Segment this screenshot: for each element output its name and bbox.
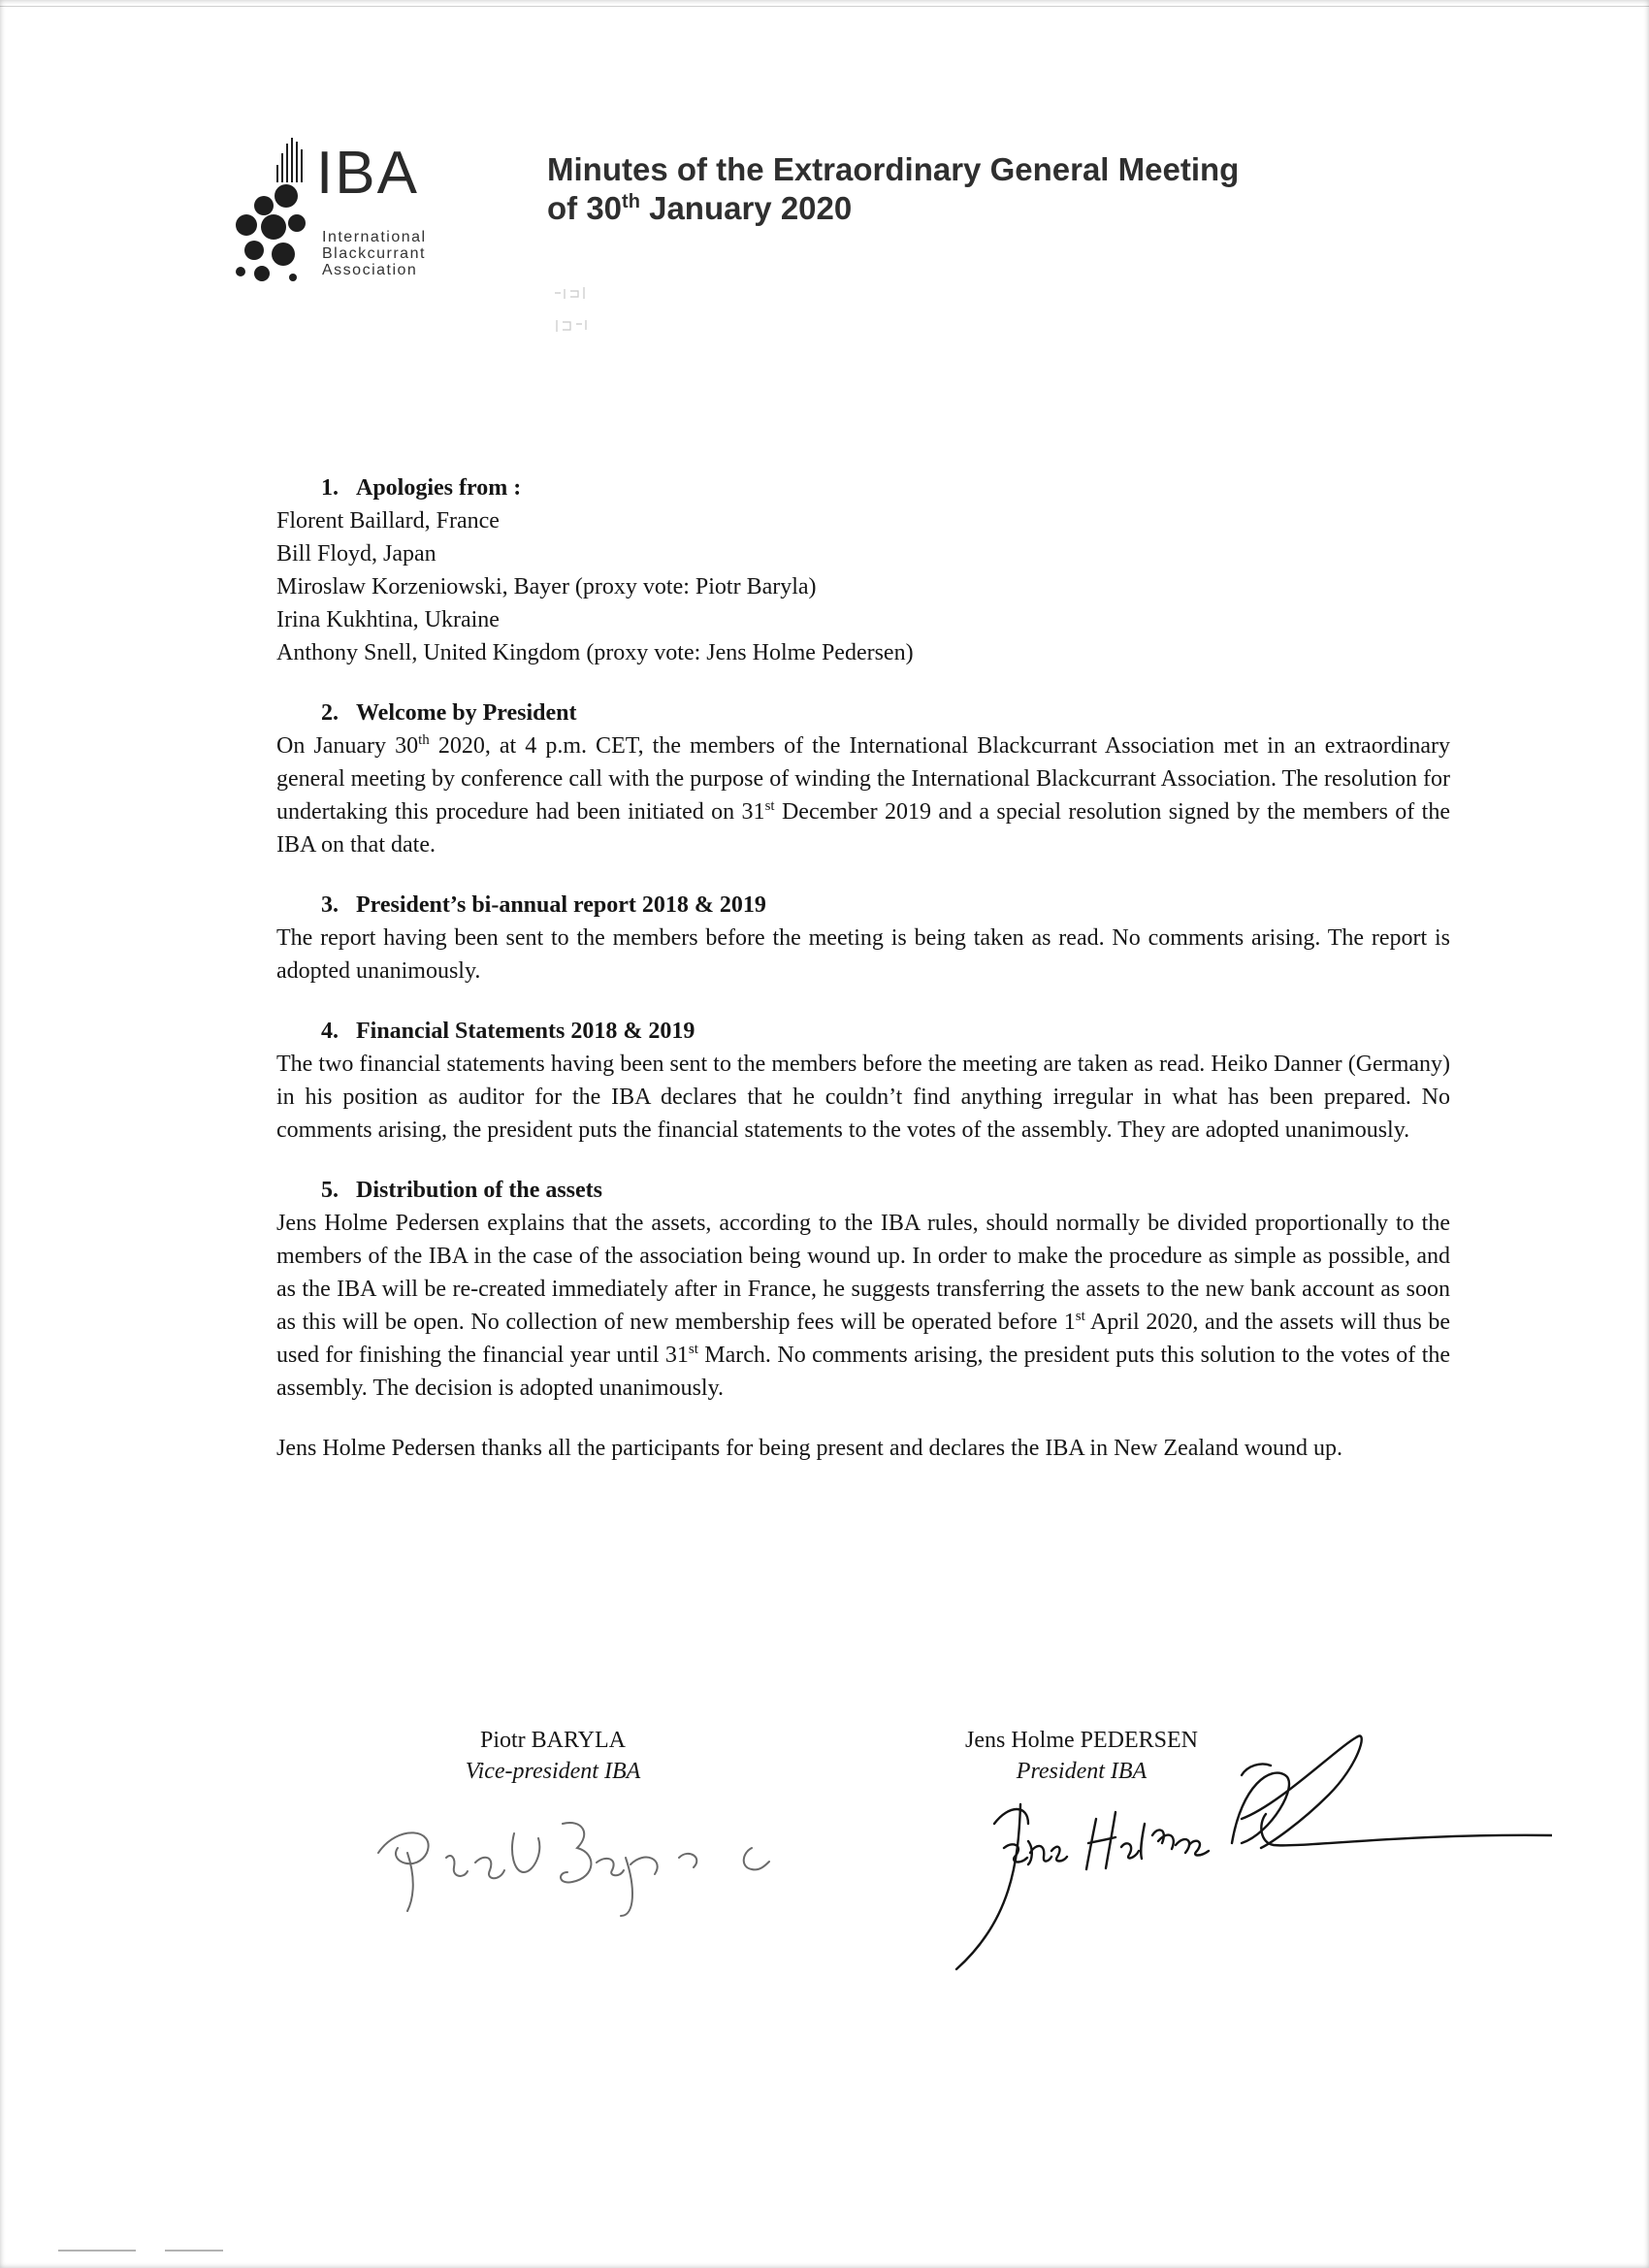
logo-name-line: Blackcurrant bbox=[322, 245, 426, 262]
section-number: 2. bbox=[321, 700, 339, 726]
section-paragraph: The two financial statements having been sent to the members before the meeting are taken as read. Heiko Danner (Germany) in his position as auditor for the IBA declares that he couldn’t find anything irregular in what has been prepared. No comments arising, the president puts the financial statements to the votes of the assembly. They are adopted unanimously. bbox=[276, 1052, 1450, 1143]
apologies-list bbox=[276, 504, 1450, 669]
title-date-suffix: th bbox=[622, 191, 640, 212]
section-number: 5. bbox=[321, 1178, 339, 1203]
minutes-body bbox=[276, 471, 1450, 1465]
signatory-role: Vice-president IBA bbox=[465, 1759, 641, 1784]
signatory-name: Piotr BARYLA bbox=[479, 1728, 627, 1753]
ordinal-suffix: st bbox=[764, 798, 775, 814]
title-line-2 bbox=[547, 189, 1239, 228]
section-paragraph bbox=[276, 729, 1450, 861]
section-number: 1. bbox=[321, 475, 339, 501]
signature-block-vice-president bbox=[407, 1725, 698, 1787]
paragraph-text: On January 30 bbox=[276, 733, 419, 759]
section-title: Distribution of the assets bbox=[356, 1178, 603, 1203]
paragraph-text: April 2020, and the assets will thus be used for finishing the financial year until 31 bbox=[276, 1310, 1451, 1368]
section-welcome bbox=[276, 697, 1450, 861]
title-date-prefix: of 30 bbox=[547, 190, 623, 226]
ordinal-suffix: th bbox=[418, 732, 430, 748]
section-heading bbox=[276, 1015, 1450, 1048]
blackcurrant-logo-icon bbox=[233, 136, 320, 291]
faint-stamp-mark bbox=[551, 281, 598, 340]
section-heading bbox=[276, 471, 1450, 504]
scan-footer-dashes bbox=[58, 2249, 233, 2252]
ordinal-suffix: st bbox=[688, 1342, 698, 1357]
signatory-name: Jens Holme PEDERSEN bbox=[965, 1728, 1198, 1753]
title-line-1: Minutes of the Extraordinary General Meeting bbox=[547, 151, 1240, 187]
paragraph-text: 2020, at 4 p.m. CET, the members of the International Blackcurrant Association met in an extraordinary general meeting by conference call with the purpose of winding the International Blackcurrant Association. The resolution for undertaking this procedure had been initiated on 31 bbox=[276, 733, 1451, 825]
paragraph-text: March. No comments arising, the president puts this solution to the votes of the assembly. The decision is adopted unanimously. bbox=[276, 1343, 1451, 1401]
closing-paragraph: Jens Holme Pedersen thanks all the participants for being present and declares the IBA in New Zealand wound up. bbox=[276, 1436, 1343, 1461]
section-paragraph bbox=[276, 1207, 1450, 1405]
paragraph-text: December 2019 and a special resolution signed by the members of the IBA on that date. bbox=[276, 799, 1450, 858]
section-title: Financial Statements 2018 & 2019 bbox=[356, 1019, 695, 1044]
logo-full-name bbox=[322, 229, 427, 278]
logo-name-line: Association bbox=[322, 262, 418, 278]
section-paragraph: The report having been sent to the members before the meeting is being taken as read. No comments arising. The report is adopted unanimously. bbox=[276, 925, 1450, 984]
ordinal-suffix: st bbox=[1075, 1309, 1085, 1324]
section-title: Welcome by President bbox=[356, 700, 577, 726]
section-president-report bbox=[276, 889, 1450, 988]
paragraph-text: Jens Holme Pedersen explains that the assets, according to the IBA rules, should normally be divided proportionally to the members of the IBA in the case of the association being wound up. In order to make the procedure as simple as possible, and as the IBA will be re-created immediately after in France, he suggests transferring the assets to the new bank account as soon as this will be open. No collection of new membership fees will be operated before 1 bbox=[276, 1211, 1450, 1335]
list-item: Bill Floyd, Japan bbox=[276, 541, 436, 567]
section-title: President’s bi-annual report 2018 & 2019 bbox=[356, 892, 766, 918]
section-financial-statements bbox=[276, 1015, 1450, 1147]
section-apologies bbox=[276, 471, 1450, 669]
logo-abbreviation: IBA bbox=[316, 140, 419, 207]
iba-logo bbox=[233, 136, 456, 301]
section-number: 3. bbox=[321, 892, 339, 918]
scan-top-edge bbox=[0, 6, 1649, 7]
title-date-rest: January 2020 bbox=[639, 190, 853, 226]
section-heading bbox=[276, 697, 1450, 729]
document-title bbox=[547, 150, 1239, 228]
list-item: Anthony Snell, United Kingdom (proxy vote: Jens Holme Pedersen) bbox=[276, 640, 914, 665]
list-item: Miroslaw Korzeniowski, Bayer (proxy vote: Piotr Baryla) bbox=[276, 574, 817, 599]
section-title: Apologies from : bbox=[356, 475, 522, 501]
handwritten-signature-pedersen bbox=[951, 1727, 1552, 1979]
section-heading bbox=[276, 889, 1450, 922]
list-item: Florent Baillard, France bbox=[276, 508, 500, 534]
logo-name-line: International bbox=[322, 229, 427, 245]
section-distribution-assets bbox=[276, 1174, 1450, 1405]
list-item: Irina Kukhtina, Ukraine bbox=[276, 607, 500, 632]
section-number: 4. bbox=[321, 1019, 339, 1044]
signatory-role: President IBA bbox=[1016, 1759, 1148, 1784]
section-heading bbox=[276, 1174, 1450, 1207]
handwritten-signature-baryla bbox=[369, 1804, 834, 1940]
